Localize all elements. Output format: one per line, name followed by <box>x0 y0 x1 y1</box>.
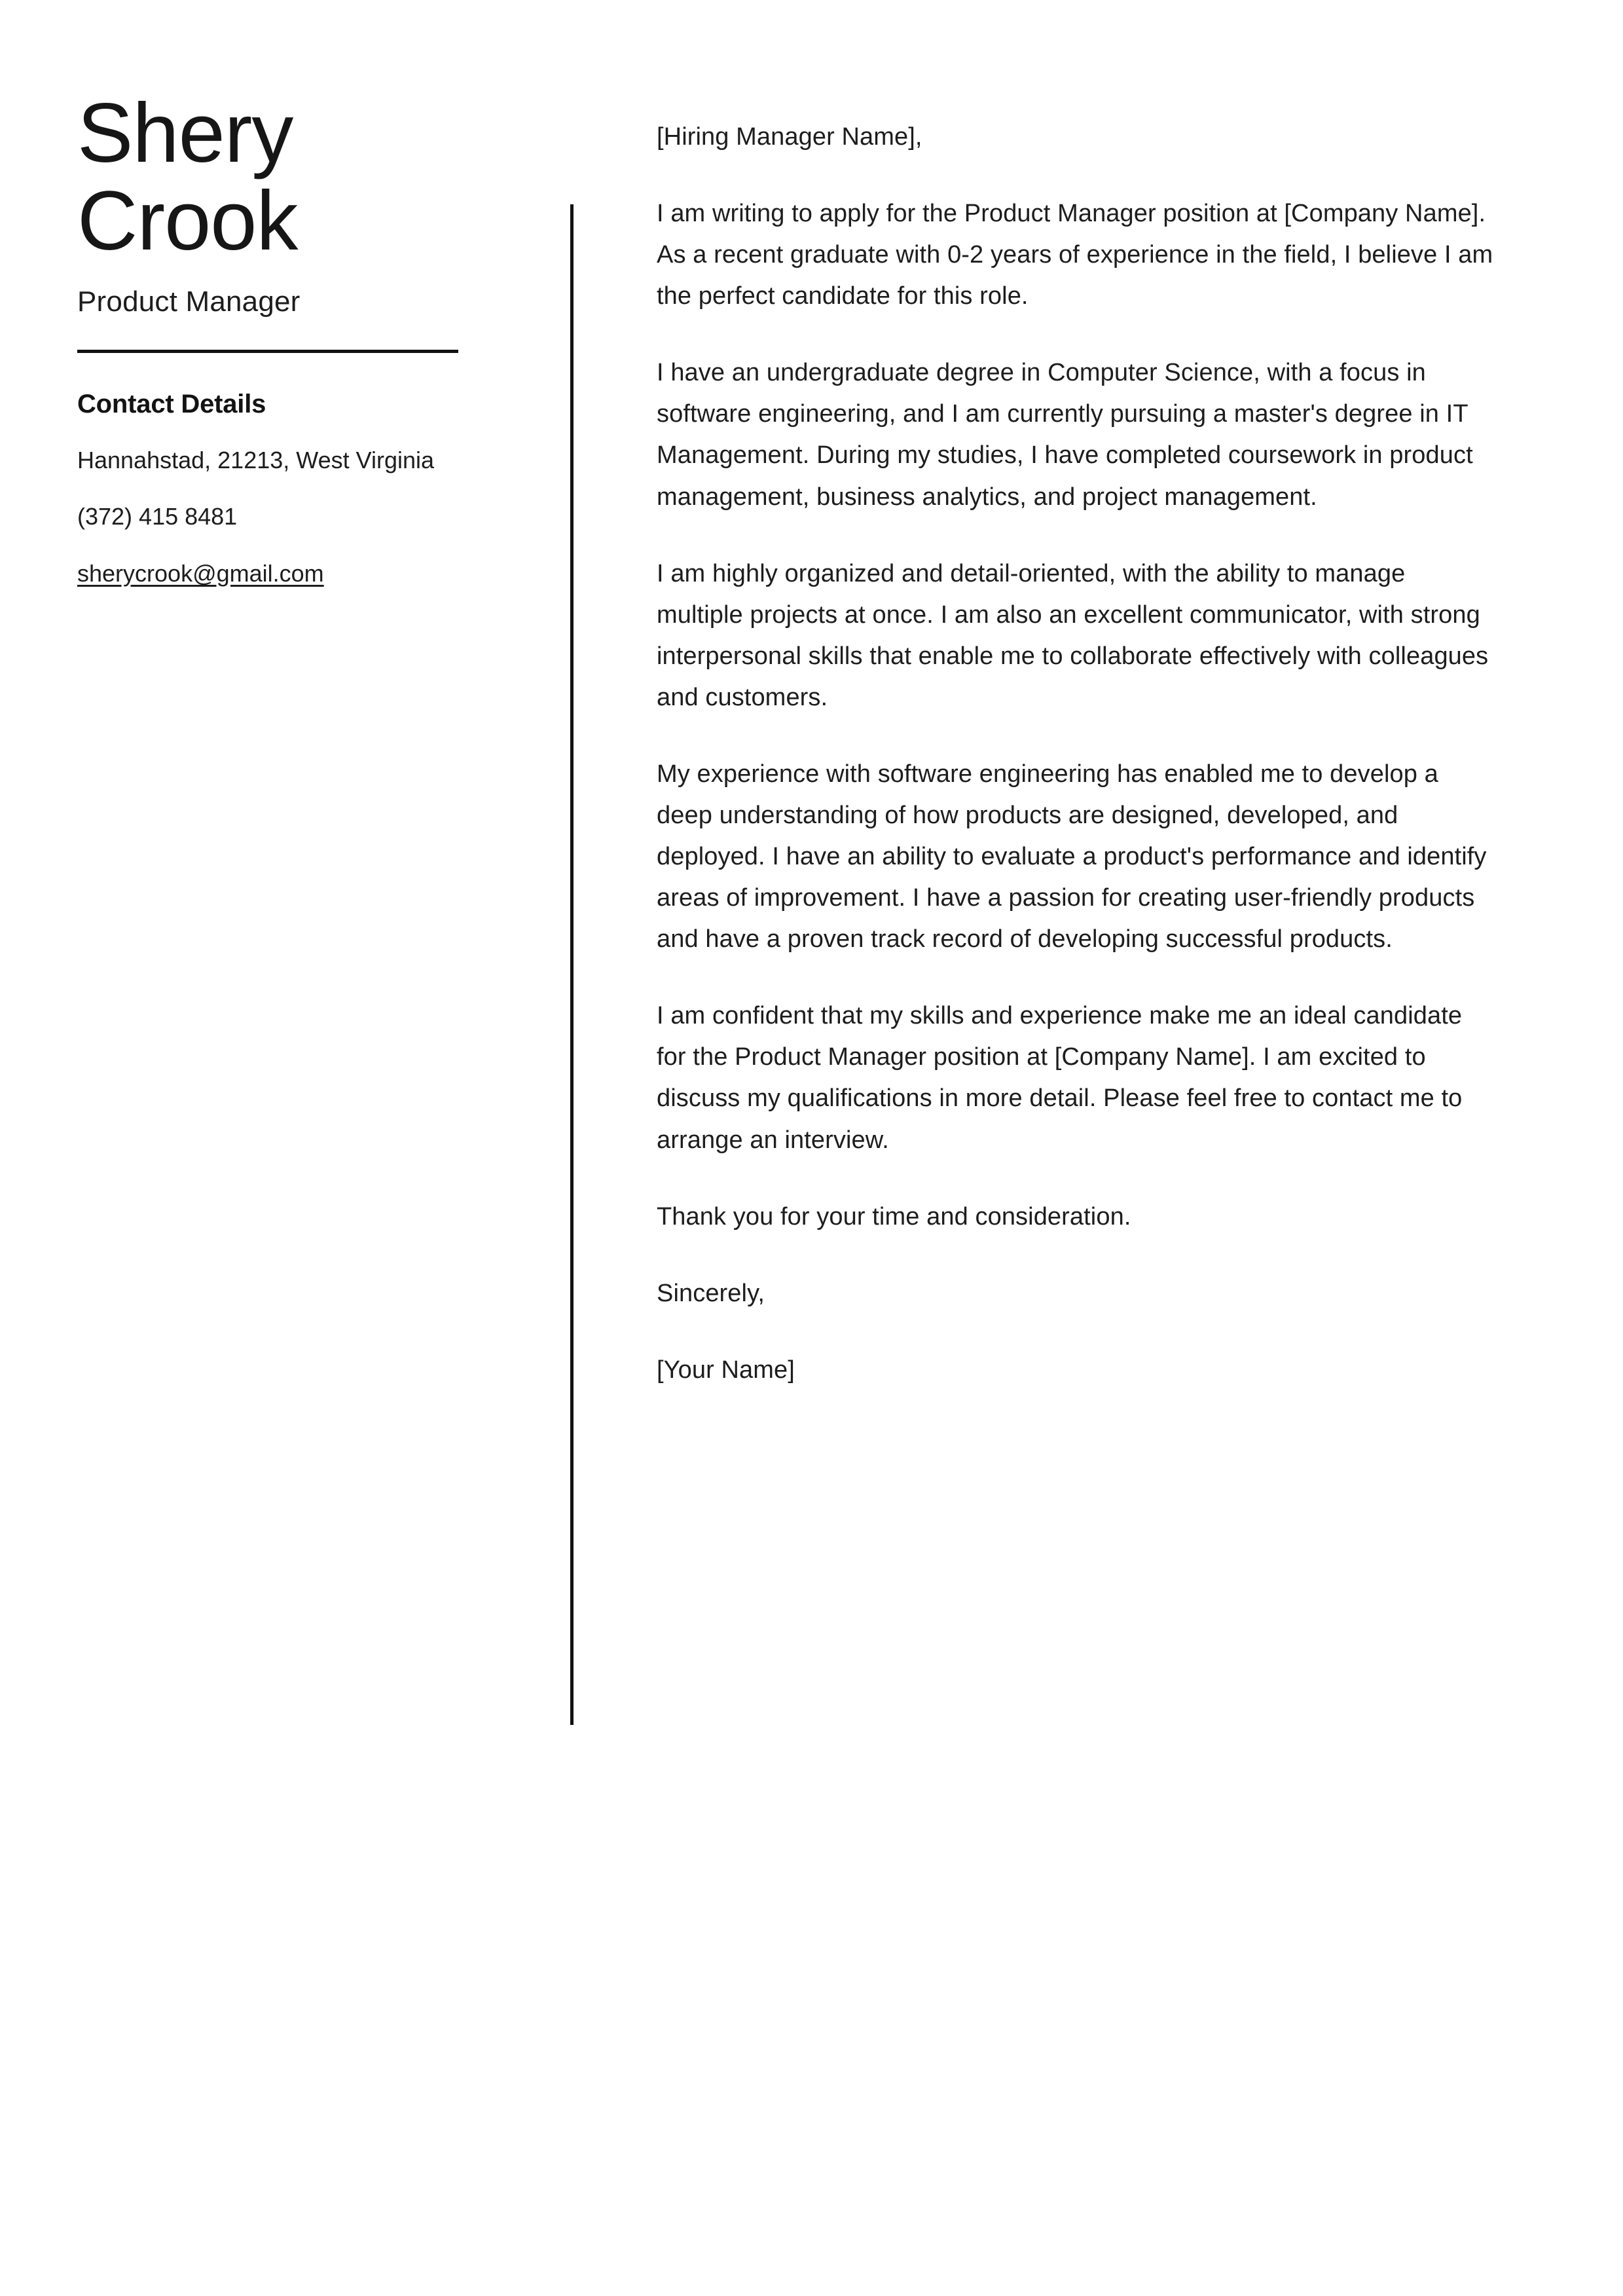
job-title: Product Manager <box>77 286 301 318</box>
candidate-name <box>77 86 529 268</box>
contact-address: Hannahstad, 21213, West Virginia <box>77 447 435 473</box>
letter-closing: Sincerely, <box>657 1279 765 1307</box>
letter-signature: [Your Name] <box>657 1356 795 1384</box>
contact-phone: (372) 415 8481 <box>77 503 238 530</box>
last-name: Crook <box>77 174 298 268</box>
letter-paragraph-4: My experience with software engineering has enabled me to develop a deep understanding of how products are designed, developed, and deployed. I have an ability to evaluate a product's performance and identify areas of improvement. I have a passion for creating user-friendly products and have a proven track record of developing successful products. <box>657 760 1487 954</box>
first-name: Shery <box>77 86 293 180</box>
letter-thanks: Thank you for your time and consideration. <box>657 1202 1131 1231</box>
contact-details-heading: Contact Details <box>77 390 266 418</box>
vertical-divider <box>570 204 574 1725</box>
letter-paragraph-1: I am writing to apply for the Product Manager position at [Company Name]. As a recent graduate with 0-2 years of experience in the field, I believe I am the perfect candidate for this role. <box>657 200 1493 310</box>
contact-email-link[interactable]: sherycrook@gmail.com <box>77 559 324 587</box>
header-divider-rule <box>77 350 458 353</box>
letter-body <box>657 117 1496 1391</box>
sidebar <box>77 86 529 611</box>
letter-salutation: [Hiring Manager Name], <box>657 123 922 151</box>
letter-paragraph-3: I am highly organized and detail-oriented, with the ability to manage multiple projects at once. I am also an excellent communicator, with strong interpersonal skills that enable me to collaborate effectively with colleagues and customers. <box>657 559 1489 711</box>
contact-details-list <box>77 441 529 611</box>
letter-paragraph-2: I have an undergraduate degree in Computer Science, with a focus in software engineering, and I am currently pursuing a master's degree in IT Management. During my studies, I have completed coursework in product management, business analytics, and project management. <box>657 359 1473 511</box>
letter-paragraph-5: I am confident that my skills and experience make me an ideal candidate for the Product Manager position at [Company Name]. I am excited to discuss my qualifications in more detail. Please feel free to contact me to arrange an interview. <box>657 1002 1463 1154</box>
